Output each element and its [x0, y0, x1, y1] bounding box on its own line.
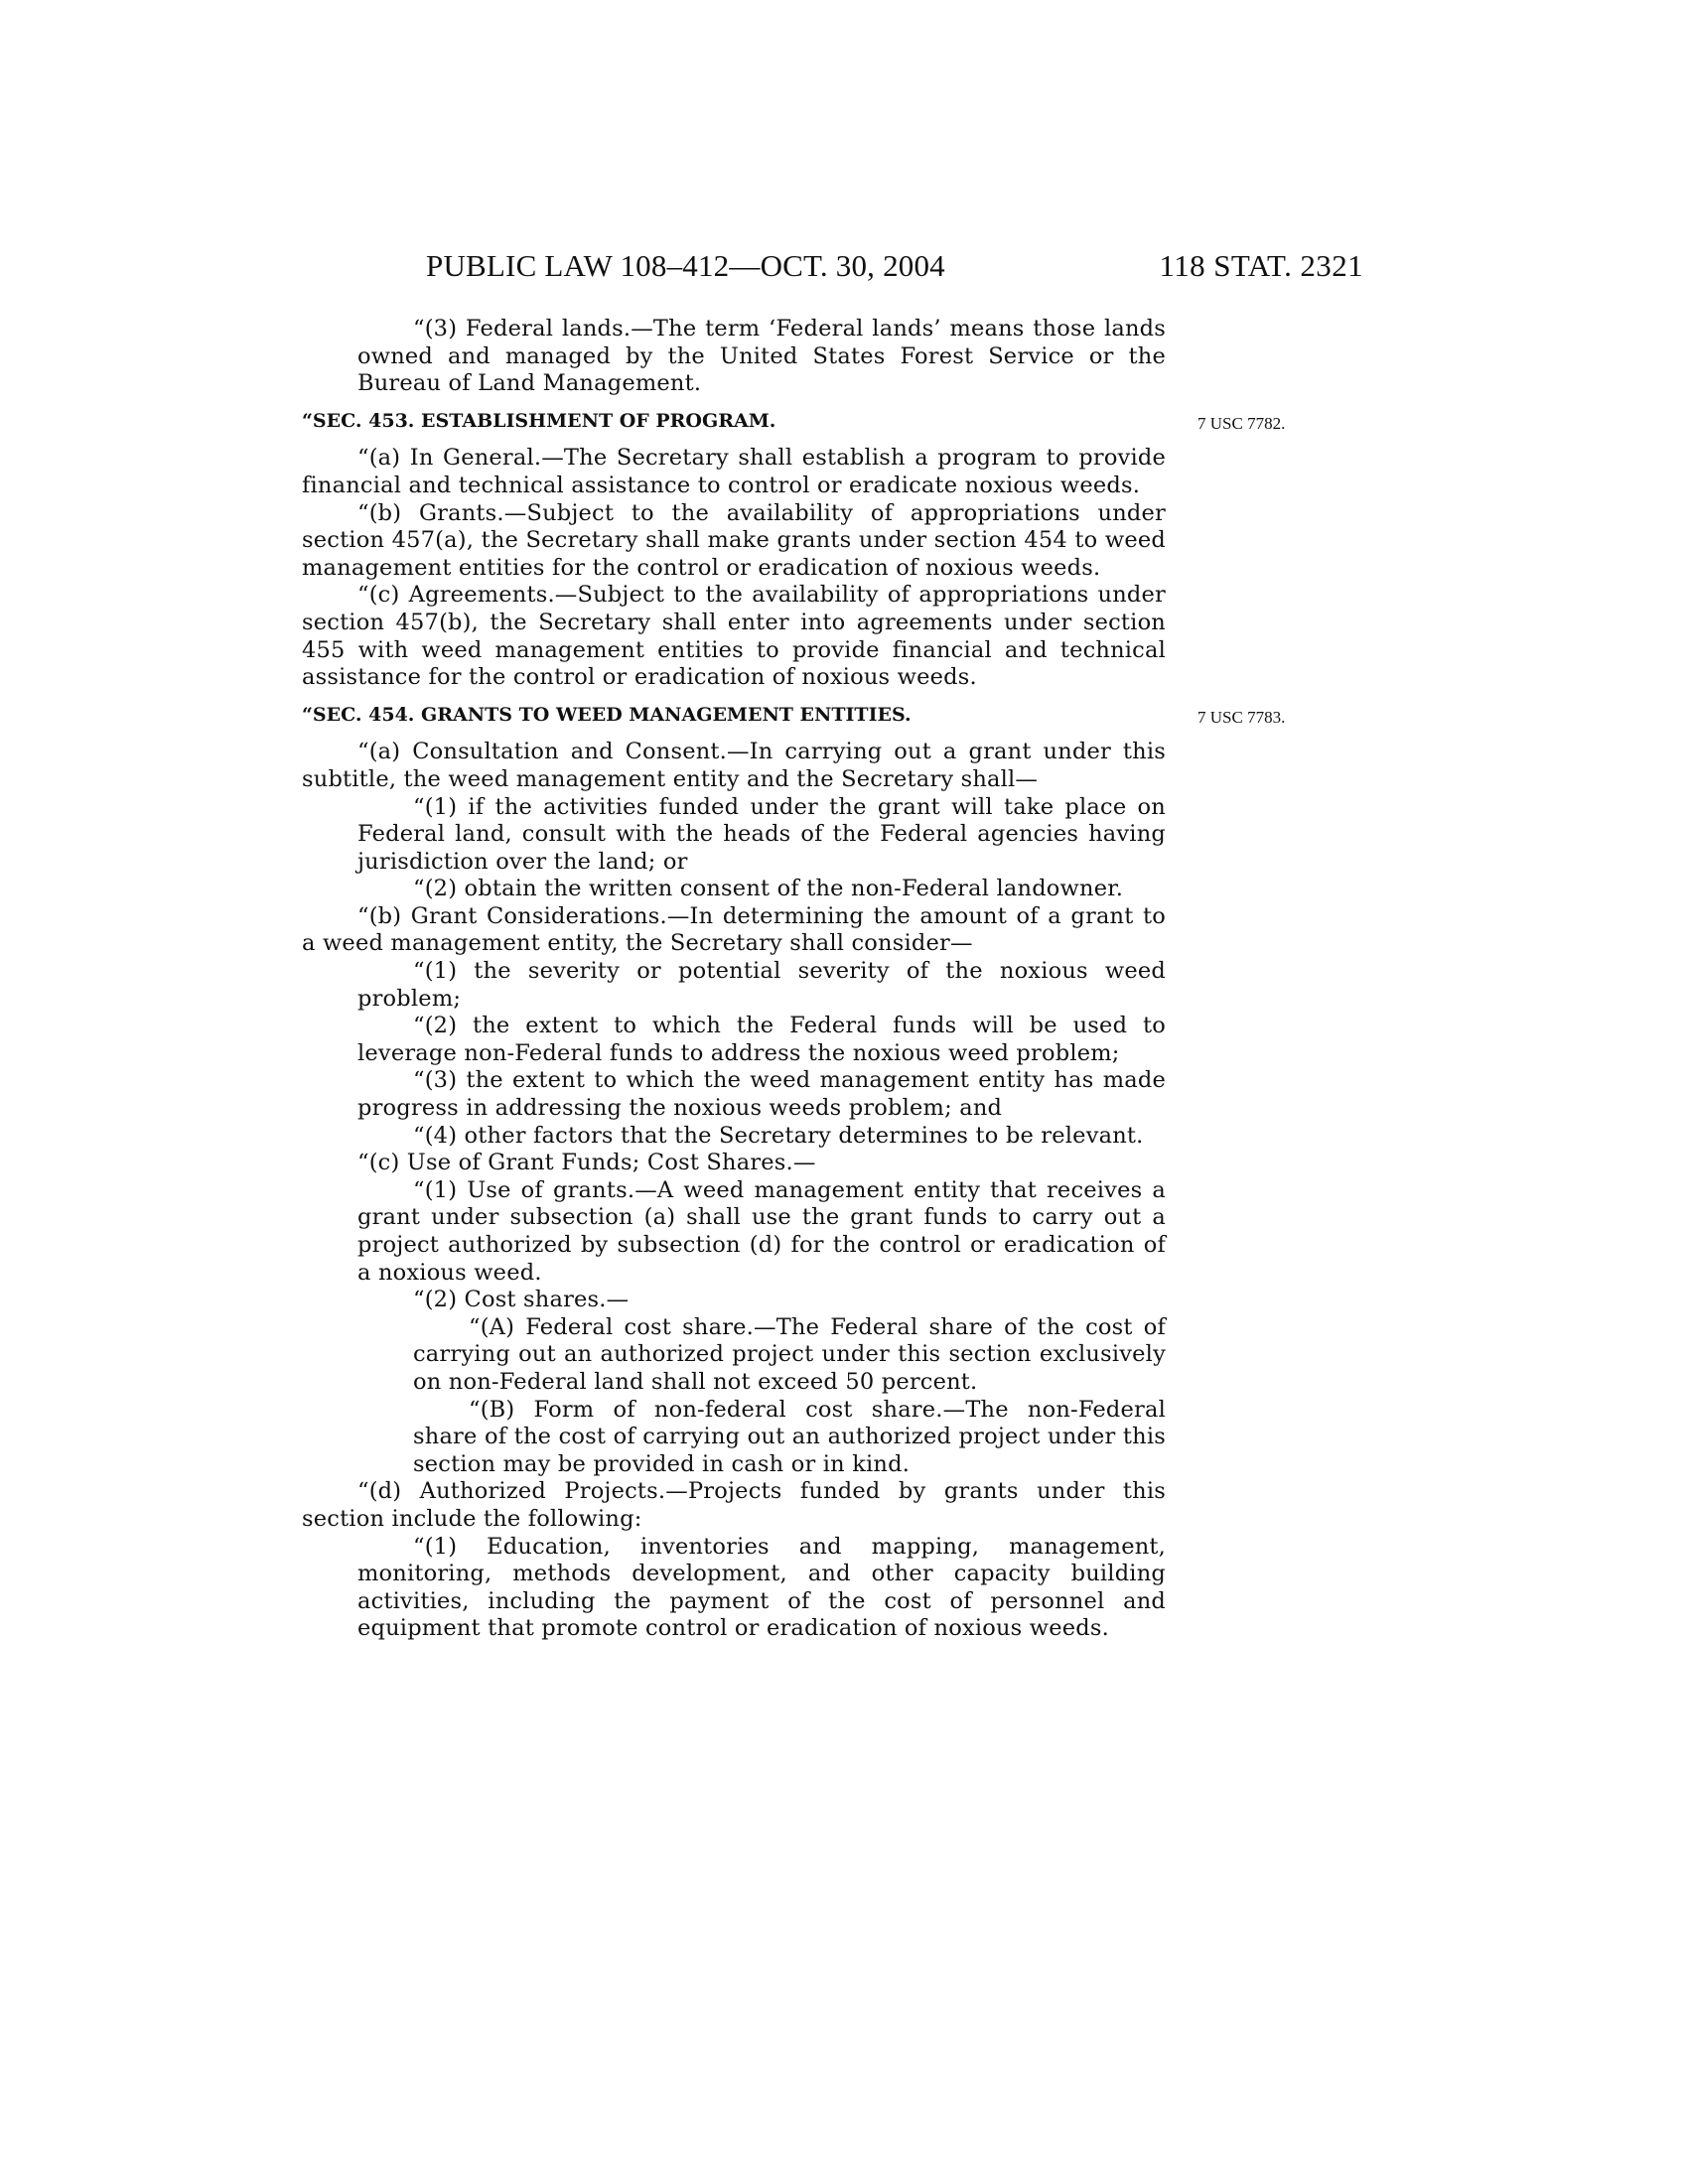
page-header: [0, 248, 1688, 288]
statute-page-number: 118 STAT. 2321: [1159, 248, 1363, 283]
paragraph-c2: “(2) Cost shares.—: [413, 1287, 630, 1313]
running-title: PUBLIC LAW 108–412—OCT. 30, 2004: [426, 248, 945, 283]
section-453-heading: [302, 408, 1286, 436]
paragraph-b1: “(1) the severity or potential severity of the noxious weed problem;: [357, 958, 1166, 1012]
document-body: [302, 316, 1286, 1643]
section-heading-text: “SEC. 453. ESTABLISHMENT OF PROGRAM.: [302, 409, 776, 432]
paragraph-b3: “(3) the extent to which the weed management entity has made progress in addressing the noxious weeds problem; and: [357, 1067, 1166, 1122]
subsection-d: “(d) Authorized Projects.—Projects funded by grants under this section include the following:: [302, 1478, 1166, 1532]
usc-sidenote: 7 USC 7783.: [1197, 707, 1286, 727]
paragraph-c1: “(1) Use of grants.—A weed management entity that receives a grant under subsection (a) shall use the grant funds to carry out a project authorized by subsection (d) for the control or eradication of a noxious weed.: [357, 1176, 1166, 1286]
subsection-c: “(c) Agreements.—Subject to the availability of appropriations under section 457(b), the Secretary shall enter into agreements under section 455 with weed management entities to provide financial and technical assistance for the control or eradication of noxious weeds.: [302, 582, 1166, 691]
section-454-heading: [302, 702, 1286, 730]
paragraph-a1: “(1) if the activities funded under the grant will take place on Federal land, consult with the heads of the Federal agencies having jurisdiction over the land; or: [357, 793, 1166, 875]
paragraph-b2: “(2) the extent to which the Federal funds will be used to leverage non-Federal funds to address the noxious weed problem;: [357, 1013, 1166, 1066]
subsection-a: “(a) In General.—The Secretary shall establish a program to provide financial and technical assistance to control or eradicate noxious weeds.: [302, 445, 1166, 498]
subsection-b: “(b) Grants.—Subject to the availability of appropriations under section 457(a), the Secretary shall make grants under section 454 to weed management entities for the control or eradication of noxious weeds.: [302, 499, 1166, 581]
usc-sidenote: 7 USC 7782.: [1197, 413, 1286, 433]
paragraph-a2: “(2) obtain the written consent of the non-Federal landowner.: [413, 876, 1124, 902]
paragraph-b4: “(4) other factors that the Secretary determines to be relevant.: [413, 1122, 1144, 1149]
subsection-a: “(a) Consultation and Consent.—In carrying out a grant under this subtitle, the weed management entity and the Secretary shall—: [302, 739, 1166, 792]
paragraph-federal-lands: “(3) Federal lands.—The term ‘Federal lands’ means those lands owned and managed by the United States Forest Service or the Bureau of Land Management.: [357, 316, 1166, 397]
subsection-b: “(b) Grant Considerations.—In determining the amount of a grant to a weed management entity, the Secretary shall consider—: [302, 902, 1166, 957]
paragraph-d1: “(1) Education, inventories and mapping, management, monitoring, methods development, and other capacity building activities, including the payment of the cost of personnel and equipment that promote control or eradication of noxious weeds.: [357, 1533, 1166, 1642]
subsection-c: “(c) Use of Grant Funds; Cost Shares.—: [357, 1150, 816, 1176]
subparagraph-c2b: “(B) Form of non-federal cost share.—The non-Federal share of the cost of carrying out an authorized project under this section may be provided in cash or in kind.: [413, 1396, 1166, 1477]
subparagraph-c2a: “(A) Federal cost share.—The Federal share of the cost of carrying out an authorized project under this section exclusively on non-Federal land shall not exceed 50 percent.: [413, 1313, 1166, 1395]
section-heading-text: “SEC. 454. GRANTS TO WEED MANAGEMENT ENTITIES.: [302, 703, 912, 726]
